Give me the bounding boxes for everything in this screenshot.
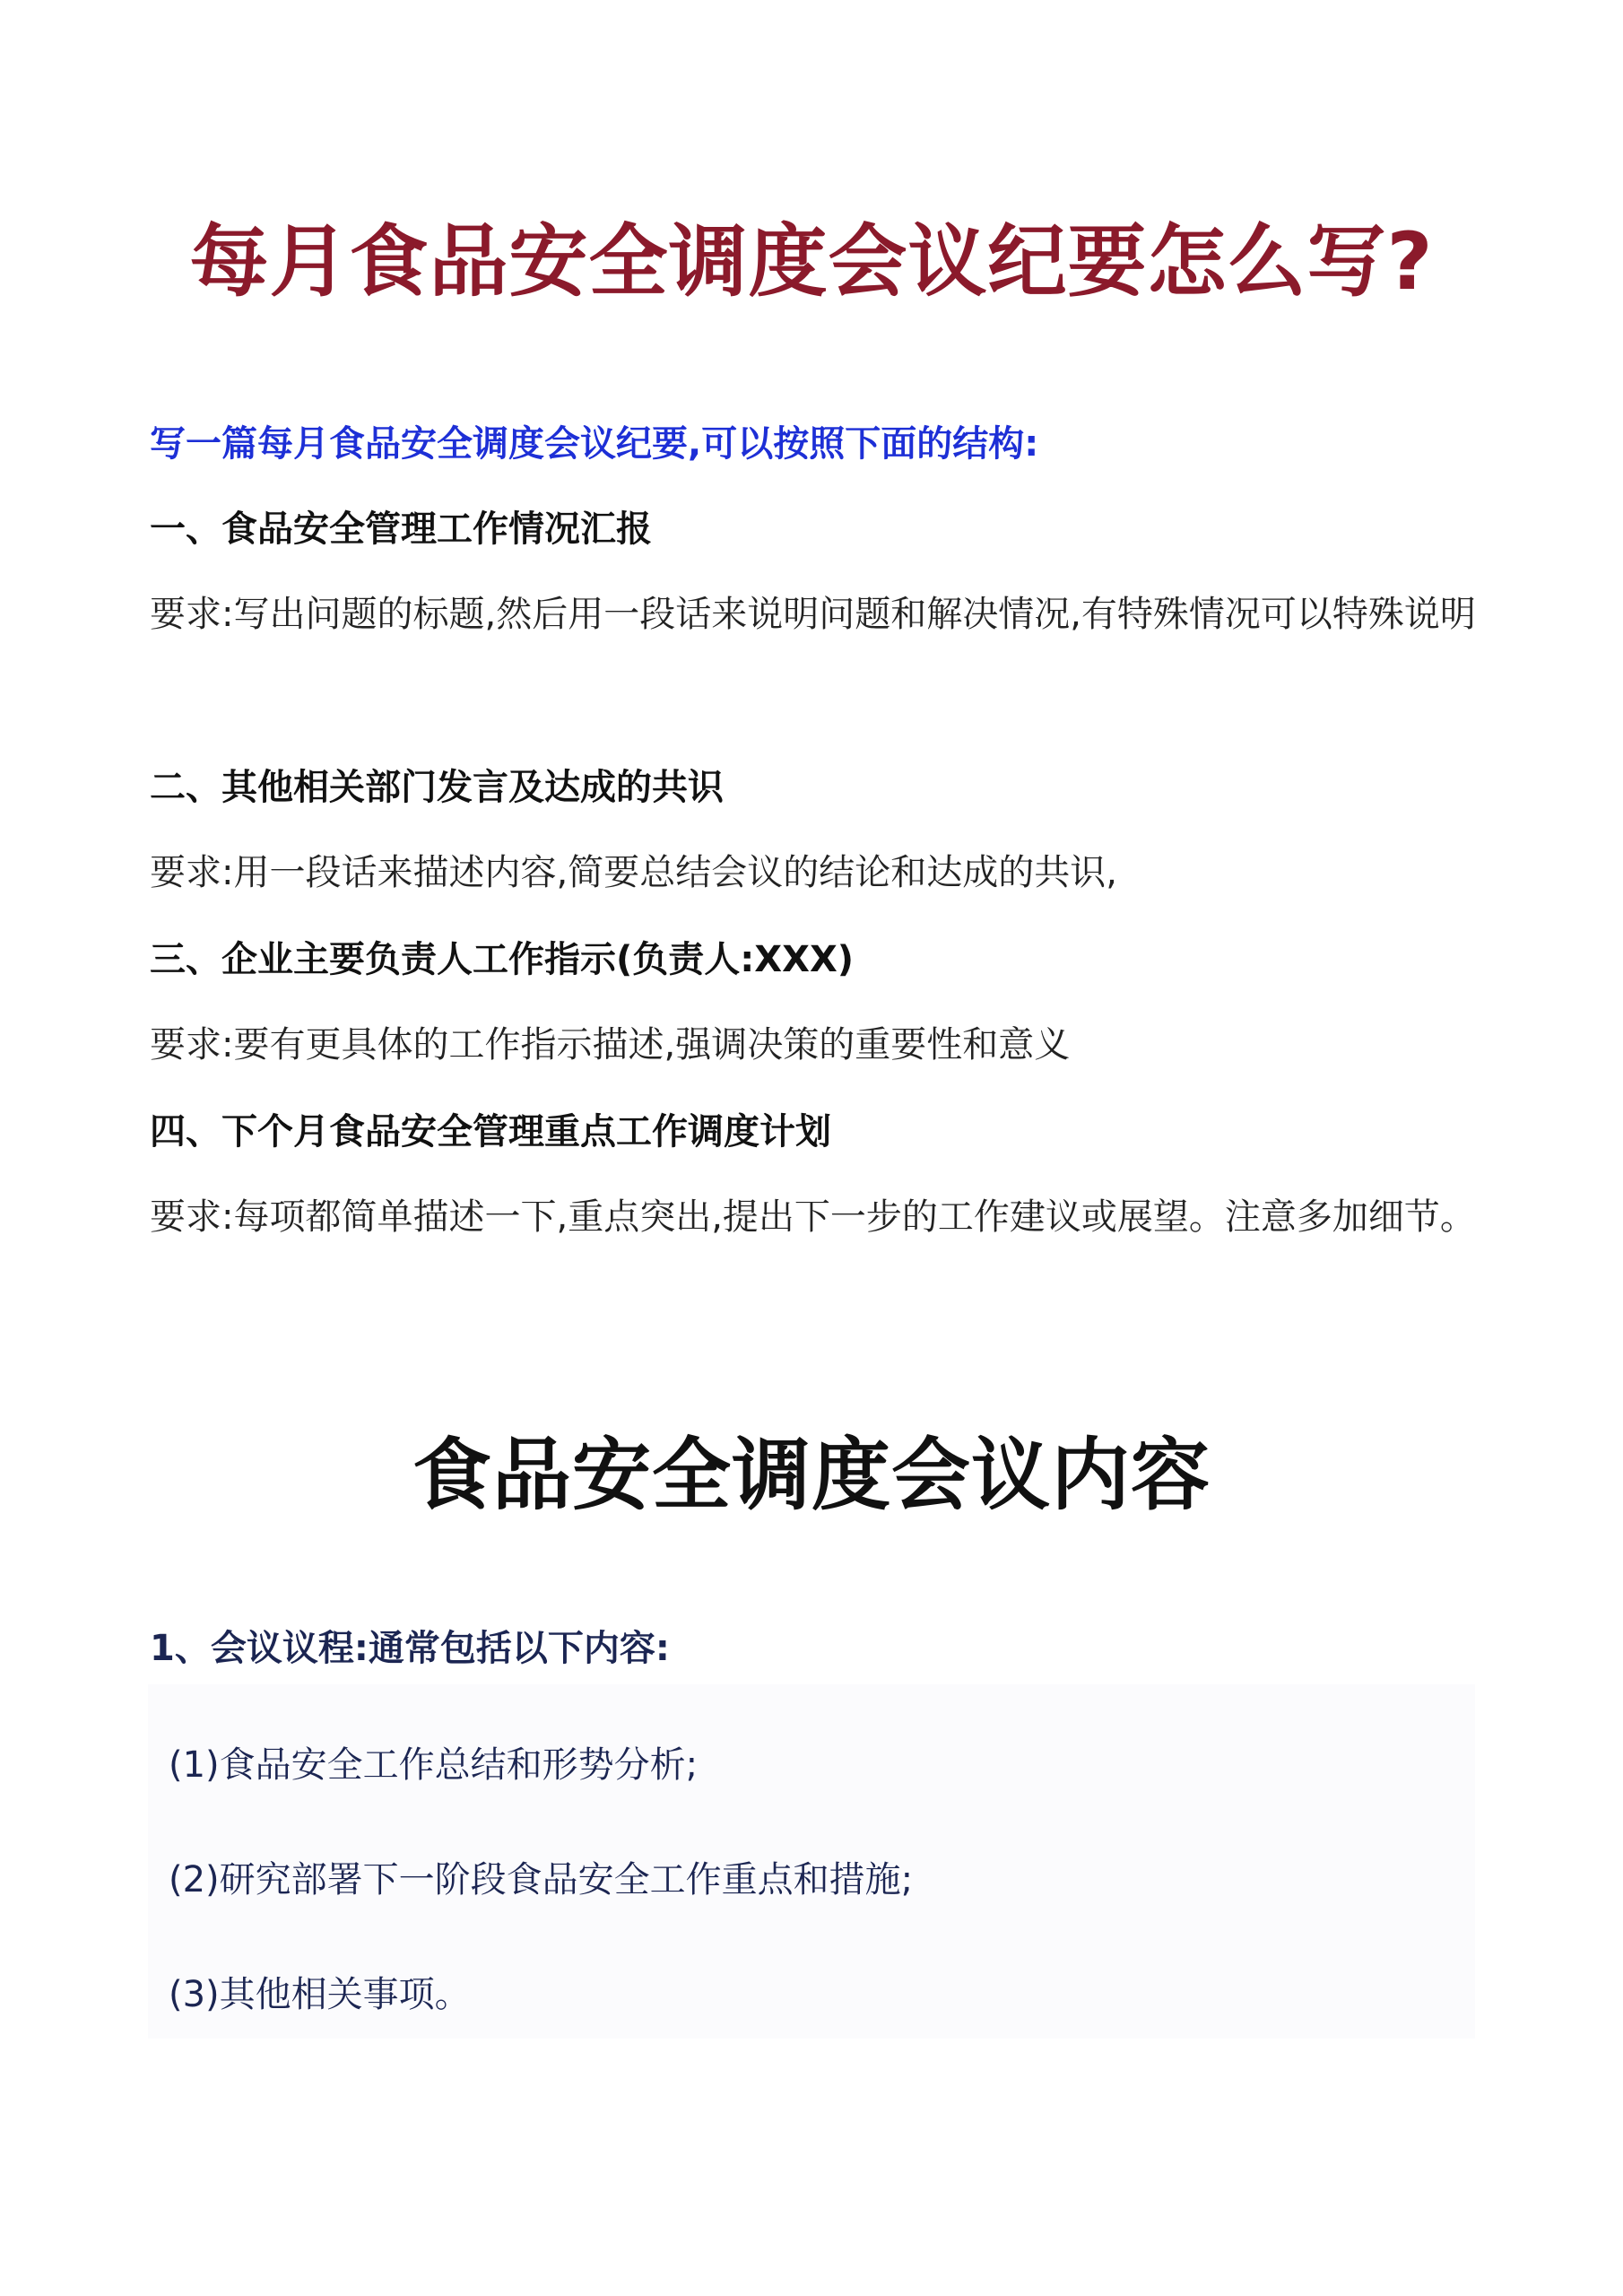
section-heading-4: 四、下个月食品安全管理重点工作调度计划 xyxy=(150,1111,831,1152)
section-requirement-1: 要求:写出问题的标题,然后用一段话来说明问题和解决情况,有特殊情况可以特殊说明 xyxy=(150,594,1476,635)
page-title: 每月食品安全调度会议纪要怎么写? xyxy=(189,215,1434,308)
section-heading-2: 二、其他相关部门发言及达成的共识 xyxy=(150,767,724,808)
section-title: 食品安全调度会议内容 xyxy=(412,1429,1211,1521)
agenda-item: (2)研究部署下一阶段食品安全工作重点和措施; xyxy=(169,1859,914,1900)
agenda-item: (1)食品安全工作总结和形势分析; xyxy=(169,1744,699,1786)
section-heading-1: 一、食品安全管理工作情况汇报 xyxy=(150,509,652,550)
section-requirement-2: 要求:用一段话来描述内容,简要总结会议的结论和达成的共识, xyxy=(150,852,1117,893)
section-heading-3: 三、企业主要负责人工作指示(负责人:XXX) xyxy=(150,939,855,980)
agenda-item: (3)其他相关事项。 xyxy=(169,1974,471,2015)
agenda-heading: 1、会议议程:通常包括以下内容: xyxy=(150,1628,670,1669)
intro-text: 写一篇每月食品安全调度会议纪要,可以按照下面的结构: xyxy=(150,423,1039,465)
section-requirement-3: 要求:要有更具体的工作指示描述,强调决策的重要性和意义 xyxy=(150,1024,1071,1065)
section-requirement-4: 要求:每项都简单描述一下,重点突出,提出下一步的工作建议或展望。注意多加细节。 xyxy=(150,1196,1476,1238)
